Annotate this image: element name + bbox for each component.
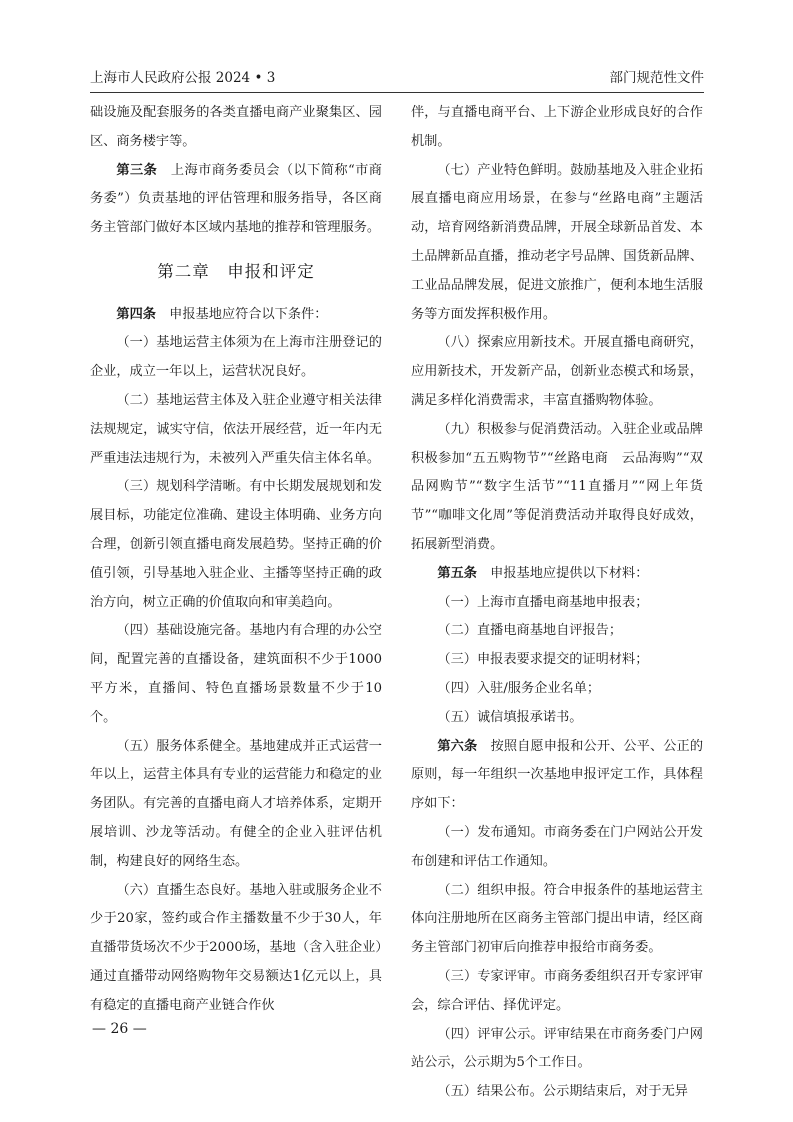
page-number: — 26 — [92,1021,147,1037]
paragraph: （四）评审公示。评审结果在市商务委门户网站公示，公示期为5个工作日。 [411,1026,703,1071]
paragraph: （九）积极参与促消费活动。入驻企业或品牌积极参加“五五购物节”“丝路电商 云品海购”“双品网购节”“数字生活节”“11直播月”“网上年货节”“咖啡文化周”等促消费活动并取得良好成效，拓展新型消费。 [411,421,703,552]
article-label: 第四条 [116,306,156,322]
list-item: （四）入驻/服务企业名单； [437,680,601,696]
chapter-number: 第二章 [157,261,210,281]
article-3 [90,157,382,243]
paragraph: 伴，与直播电商平台、上下游企业形成良好的合作机制。 [411,105,703,149]
paragraph: （四）基础设施完备。基地内有合理的办公空间，配置完善的直播设备，建筑面积不少于1000平方米，直播间、特色直播场景数量不少于10个。 [90,623,382,725]
article-4 [90,301,382,330]
left-column [90,99,382,1021]
paragraph: （五）服务体系健全。基地建成并正式运营一年以上，运营主体具有专业的运营能力和稳定的业务团队。有完善的直播电商人才培养体系，定期开展培训、沙龙等活动。有健全的企业入驻评估机制，构建良好的网络生态。 [90,738,382,869]
right-column [411,99,703,1107]
article-6 [411,733,703,819]
article-label: 第六条 [437,738,478,754]
list-item: （一）上海市直播电商基地申报表； [437,594,649,610]
list-item: （二）直播电商基地自评报告； [437,623,623,639]
paragraph: （七）产业特色鲜明。鼓励基地及入驻企业拓展直播电商应用场景，在参与“丝路电商”主题活动，培育网络新消费品牌，开展全球新品首发、本土品牌新品直播，推动老字号品牌、国货新品牌、工业品品牌发展，促进文旅推广，便利本地生活服务等方面发挥积极作用。 [411,162,703,322]
article-text: 申报基地应提供以下材料： [490,565,649,581]
section-title: 部门规范性文件 [609,70,704,86]
article-text: 申报基地应符合以下条件： [169,306,328,322]
chapter-title: 申报和评定 [227,261,315,281]
publication-title: 上海市人民政府公报 2024 • 3 [90,70,276,86]
paragraph: （八）探索应用新技术。开展直播电商研究，应用新技术，开发新产品，创新业态模式和场景，满足多样化消费需求，丰富直播购物体验。 [411,335,703,408]
paragraph: （二）组织申报。符合申报条件的基地运营主体向注册地所在区商务主管部门提出申请，经区商务主管部门初审后向推荐申报给市商务委。 [411,882,703,956]
article-text: 上海市商务委员会（以下简称“市商务委”）负责基地的评估管理和服务指导，各区商务主管部门做好本区域内基地的推荐和管理服务。 [90,162,382,236]
article-5 [411,560,703,589]
page-header [90,66,704,88]
article-label: 第三条 [116,162,158,178]
list-item: （五）诚信填报承诺书。 [437,709,583,725]
chapter-heading [90,243,382,301]
paragraph: （一）发布通知。市商务委在门户网站公开发布创建和评估工作通知。 [411,824,703,869]
article-text: 按照自愿申报和公开、公平、公正的原则，每一年组织一次基地申报评定工作，具体程序如下： [411,738,704,812]
paragraph: （五）结果公布。公示期结束后，对于无异 [437,1084,688,1100]
header-rule [90,92,704,93]
paragraph: （三）规划科学清晰。有中长期发展规划和发展目标，功能定位准确、建设主体明确、业务方向合理，创新引领直播电商发展趋势。坚持正确的价值引领，引导基地入驻企业、主播等坚持正确的政治方向，树立正确的价值取向和审美趋向。 [90,479,382,610]
article-label: 第五条 [437,565,477,581]
paragraph: （二）基地运营主体及入驻企业遵守相关法律法规规定，诚实守信，依法开展经营，近一年内无严重违法违规行为，未被列入严重失信主体名单。 [90,392,382,466]
list-item: （三）申报表要求提交的证明材料； [437,652,649,668]
paragraph: 础设施及配套服务的各类直播电商产业聚集区、园区、商务楼宇等。 [90,105,382,149]
paragraph: （一）基地运营主体须为在上海市注册登记的企业，成立一年以上，运营状况良好。 [90,335,382,380]
paragraph: （三）专家评审。市商务委组织召开专家评审会，综合评估、择优评定。 [411,968,703,1013]
paragraph: （六）直播生态良好。基地入驻或服务企业不少于20家，签约或合作主播数量不少于30人，年直播带货场次不少于2000场，基地（含入驻企业）通过直播带动网络购物年交易额达1亿元以上，具有稳定的直播电商产业链合作伙 [90,882,382,1013]
